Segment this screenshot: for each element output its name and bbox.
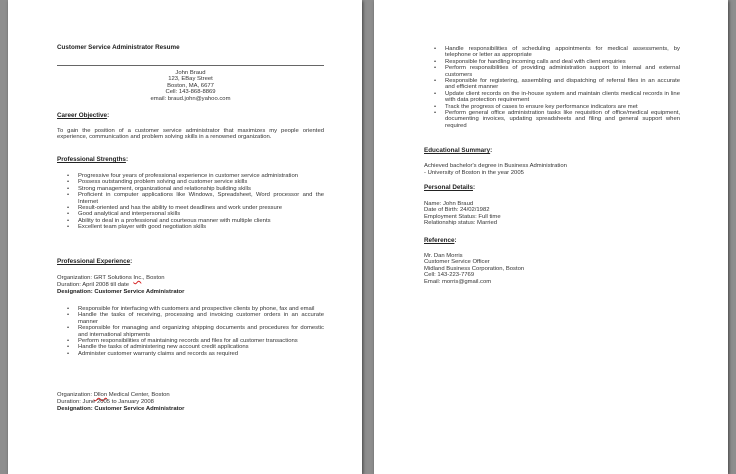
list-item: • Good analytical and interpersonal skills xyxy=(64,211,324,217)
personal-details-heading: Personal Details: xyxy=(424,184,476,191)
job2-duties-list xyxy=(431,46,680,129)
reference-line: Customer Service Officer xyxy=(424,259,490,266)
list-item: • Handle responsibilities of scheduling appointments for medical assessments, by telephone or letter as appropriate xyxy=(431,46,680,59)
professional-strengths-heading: Professional Strengths: xyxy=(57,156,129,163)
list-item: • Proficient in computer applications like Windows, Spreadsheet, Word processor and the Internet xyxy=(64,192,324,205)
reference-line: Cell: 143-223-7769 xyxy=(424,272,475,279)
title-divider xyxy=(57,65,324,66)
job2-organization: Organization: Dllon Medical Center, Boston xyxy=(57,392,170,398)
career-objective-text: To gain the position of a customer service administrator that maximizes my people oriented experience, communication and problem solving skills in a renowned organization. xyxy=(57,128,324,141)
list-item: • Result-oriented and has the ability to meet deadlines and work under pressure xyxy=(64,205,324,211)
reference-line: Email: morris@gmail.com xyxy=(424,278,492,285)
resume-page-1 xyxy=(8,0,362,474)
list-item: • Handle the tasks of administering new account credit applications xyxy=(64,344,324,350)
spellcheck-marked-word: Dllon xyxy=(93,392,108,398)
list-item: • Progressive four years of professional experience in customer service administration xyxy=(64,173,324,179)
reference-heading: Reference: xyxy=(424,237,457,244)
personal-detail-line: Relationship status: Married xyxy=(424,220,498,227)
list-item: • Strong management, organizational and relationship building skills xyxy=(64,186,324,192)
list-item: • Update client records on the in-house system and maintain clients medical records in line with data protection requirement xyxy=(431,91,680,104)
contact-email: email: braud.john@yahoo.com xyxy=(150,95,231,102)
strengths-list xyxy=(64,173,324,231)
educational-summary-heading: Educational Summary: xyxy=(424,147,493,154)
spellcheck-marked-word: Inc xyxy=(133,275,142,281)
list-item: • Track the progress of cases to ensure key performance indicators are met xyxy=(431,104,680,110)
job1-duration: Duration: April 2008 till date xyxy=(57,282,130,288)
personal-detail-line: Name: John Braud xyxy=(424,201,474,207)
list-item: • Ability to deal in a professional and courteous manner with multiple clients xyxy=(64,218,324,224)
personal-detail-line: Employment Status: Full time xyxy=(424,213,501,220)
education-line-2: - University of Boston in the year 2005 xyxy=(424,170,524,176)
resume-title: Customer Service Administrator Resume xyxy=(57,44,180,51)
list-item: • Responsible for managing and organizing shipping documents and procedures for domestic and international shipments xyxy=(64,325,324,338)
job2-designation: Designation: Customer Service Administrator xyxy=(57,406,185,412)
list-item: • Administer customer warranty claims and records as required xyxy=(64,351,324,357)
job1-organization: Organization: GRT Solutions Inc., Boston xyxy=(57,275,165,281)
contact-block xyxy=(57,70,324,102)
contact-cell: Cell: 143-868-8869 xyxy=(165,89,216,96)
list-item: • Excellent team player with good negotiation skills xyxy=(64,224,324,230)
personal-detail-line: Date of Birth: 24/02/1982 xyxy=(424,207,490,214)
job1-duties-list xyxy=(64,306,324,357)
list-item: • Handle the tasks of receiving, processing and invoicing customer orders in an accurate manner xyxy=(64,312,324,325)
list-item: • Perform responsibilities of providing administration support to internal and external customers xyxy=(431,65,680,78)
job2-duration: Duration: June 2005 to January 2008 xyxy=(57,399,154,405)
professional-experience-heading: Professional Experience: xyxy=(57,258,133,265)
resume-page-2 xyxy=(374,0,728,474)
list-item: • Perform responsibilities of maintaining records and files for all customer transactions xyxy=(64,338,324,344)
job1-designation: Designation: Customer Service Administrator xyxy=(57,289,185,295)
personal-details-block xyxy=(424,201,501,227)
contact-street: 123, EBay Street xyxy=(168,76,213,83)
list-item: • Responsible for handling incoming calls and deal with client enquiries xyxy=(431,59,680,65)
reference-line: Mr. Dan Morris xyxy=(424,253,463,259)
career-objective-heading: Career Objective: xyxy=(57,112,110,119)
list-item: • Possess outstanding problem solving and customer service skills xyxy=(64,179,324,185)
list-item: • Responsible for registering, assembling and dispatching of referral files in an accurate and efficient manner xyxy=(431,78,680,91)
contact-city: Boston, MA, 6677 xyxy=(167,82,214,89)
contact-name: John Braud xyxy=(175,70,206,76)
education-line-1: Achieved bachelor's degree in Business Administration xyxy=(424,163,567,169)
list-item: • Responsible for interfacing with customers and prospective clients by phone, fax and email xyxy=(64,306,324,312)
reference-line: Midland Business Corporation, Boston xyxy=(424,265,525,272)
reference-block xyxy=(424,253,524,285)
list-item: • Perform general office administration tasks like requisition of office/medical equipment, documenting invoices, updating spreadsheets and filing and general support when required xyxy=(431,110,680,129)
